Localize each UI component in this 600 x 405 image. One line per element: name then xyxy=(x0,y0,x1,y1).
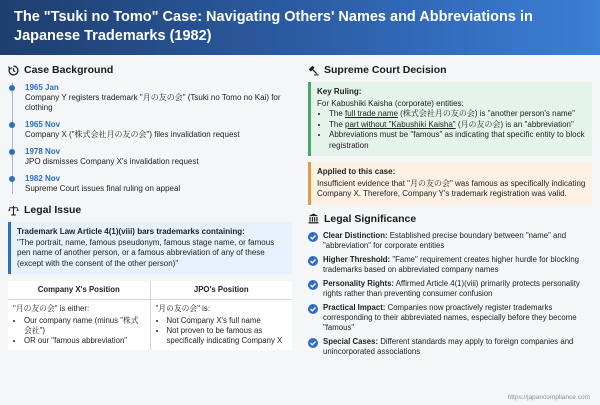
list-item: • The full trade name (株式会社月の友の会) is "another person's name" xyxy=(329,109,586,120)
list-item: • OR our "famous abbreviation" xyxy=(24,336,145,346)
check-circle-icon xyxy=(308,304,318,314)
significance-label: Personality Rights: xyxy=(323,278,395,288)
significance-label: Special Cases: xyxy=(323,336,379,346)
right-column xyxy=(308,64,592,361)
timeline-text: Supreme Court issues final ruling on appeal xyxy=(25,184,181,193)
significance-heading xyxy=(308,213,592,225)
jpo-lead: "月の友の会" is: xyxy=(155,304,210,313)
significance-label: Practical Impact: xyxy=(323,302,386,312)
timeline-text: JPO dismisses Company X's invalidation request xyxy=(25,157,199,166)
timeline-item xyxy=(25,120,292,140)
check-circle-icon xyxy=(308,232,318,242)
check-circle-icon xyxy=(308,280,318,290)
timeline-date: 1982 Nov xyxy=(25,174,61,183)
list-item: • The part without "Kabushiki Kaisha" (月の友の会) is an "abbreviation" xyxy=(329,120,586,131)
case-background-title: Case Background xyxy=(24,64,114,76)
decision-title: Supreme Court Decision xyxy=(324,64,447,76)
timeline-text: Company X ("株式会社月の友の会") files invalidation request xyxy=(25,130,240,139)
company-x-position-header: Company X's Position xyxy=(8,281,150,300)
rule-lead: Trademark Law Article 4(1)(viii) bars trademarks containing: xyxy=(17,227,245,236)
underlined-term: part without "Kabushiki Kaisha" xyxy=(345,119,456,129)
list-item: • Not proven to be famous as specifically indicating Company X xyxy=(167,326,288,346)
list-item: • Our company name (minus "株式会社") xyxy=(24,316,145,336)
timeline-dot xyxy=(9,149,15,155)
list-item: • Abbreviations must be "famous" as indicating that specific entity to block registration xyxy=(329,130,586,151)
significance-text: Affirmed Article 4(1)(viii) primarily protects personality rights rather than preventing consumer confusion xyxy=(323,278,580,298)
article-rule-box xyxy=(8,222,292,274)
key-ruling-lead: Key Ruling: xyxy=(317,87,362,96)
scale-icon xyxy=(8,205,19,216)
key-ruling-intro: For Kabushiki Kaisha (corporate) entities: xyxy=(317,98,464,108)
timeline-dot xyxy=(9,176,15,182)
applied-text: Insufficient evidence that "月の友の会" was famous as specifically indicating Company X. Therefore, Company Y's trademark registration was valid. xyxy=(317,178,586,198)
key-ruling-box xyxy=(308,82,592,156)
significance-label: Higher Threshold: xyxy=(323,254,391,264)
timeline-item xyxy=(25,147,292,167)
applied-lead: Applied to this case: xyxy=(317,167,396,176)
timeline-date: 1965 Nov xyxy=(25,120,61,129)
significance-list xyxy=(308,231,592,357)
list-item xyxy=(308,255,592,275)
timeline-dot xyxy=(9,122,15,128)
timeline-date: 1978 Nov xyxy=(25,147,61,156)
jpo-position-header: JPO's Position xyxy=(150,281,292,300)
page-title: The "Tsuki no Tomo" Case: Navigating Others' Names and Abbreviations in Japanese Trademarks (1982) xyxy=(14,9,533,44)
significance-label: Clear Distinction: xyxy=(323,230,388,240)
list-item xyxy=(308,279,592,299)
company-x-position-cell xyxy=(8,300,150,351)
list-item xyxy=(308,303,592,333)
gavel-icon xyxy=(308,65,319,76)
timeline-dot xyxy=(9,85,15,91)
list-item xyxy=(308,337,592,357)
timeline-text: Company Y registers trademark "月の友の会" (Tsuki no Tomo no Kai) for clothing xyxy=(25,93,281,112)
timeline-item xyxy=(25,83,292,113)
institution-icon xyxy=(308,213,319,224)
underlined-term: full trade name xyxy=(345,109,398,118)
company-x-lead: "月の友の会" is either: xyxy=(13,304,90,313)
list-item xyxy=(308,231,592,251)
check-circle-icon xyxy=(308,256,318,266)
positions-table xyxy=(8,281,292,350)
decision-heading xyxy=(308,64,592,76)
timeline-date: 1965 Jan xyxy=(25,83,59,92)
applied-box xyxy=(308,162,592,205)
page-header xyxy=(0,0,600,55)
left-column xyxy=(8,64,292,350)
timeline-item xyxy=(25,174,292,194)
significance-text: Established precise boundary between "name" and "abbreviation" for corporate entities xyxy=(323,230,567,250)
case-timeline xyxy=(12,83,292,194)
footer-url: https://japancompliance.com xyxy=(507,394,590,401)
significance-text: Companies now proactively register trademarks corresponding to their abbreviated names, especially before they become "famous" xyxy=(323,302,577,332)
legal-issue-title: Legal Issue xyxy=(24,204,82,216)
significance-text: Different standards may apply to foreign companies and unincorporated associations xyxy=(323,336,574,356)
jpo-position-cell xyxy=(150,300,292,351)
significance-title: Legal Significance xyxy=(324,212,417,225)
legal-issue-heading xyxy=(8,204,292,216)
significance-text: "Fame" requirement creates higher hurdle for blocking trademarks based on abbreviated company names xyxy=(323,254,580,274)
history-icon xyxy=(8,65,19,76)
case-background-heading xyxy=(8,64,292,76)
check-circle-icon xyxy=(308,338,318,348)
list-item: • Not Company X's full name xyxy=(167,316,288,326)
rule-text: "The portrait, name, famous pseudonym, famous stage name, or famous pen name of another person, or a famous abbreviation of any of these (except with the consent of the other person)" xyxy=(17,237,275,268)
